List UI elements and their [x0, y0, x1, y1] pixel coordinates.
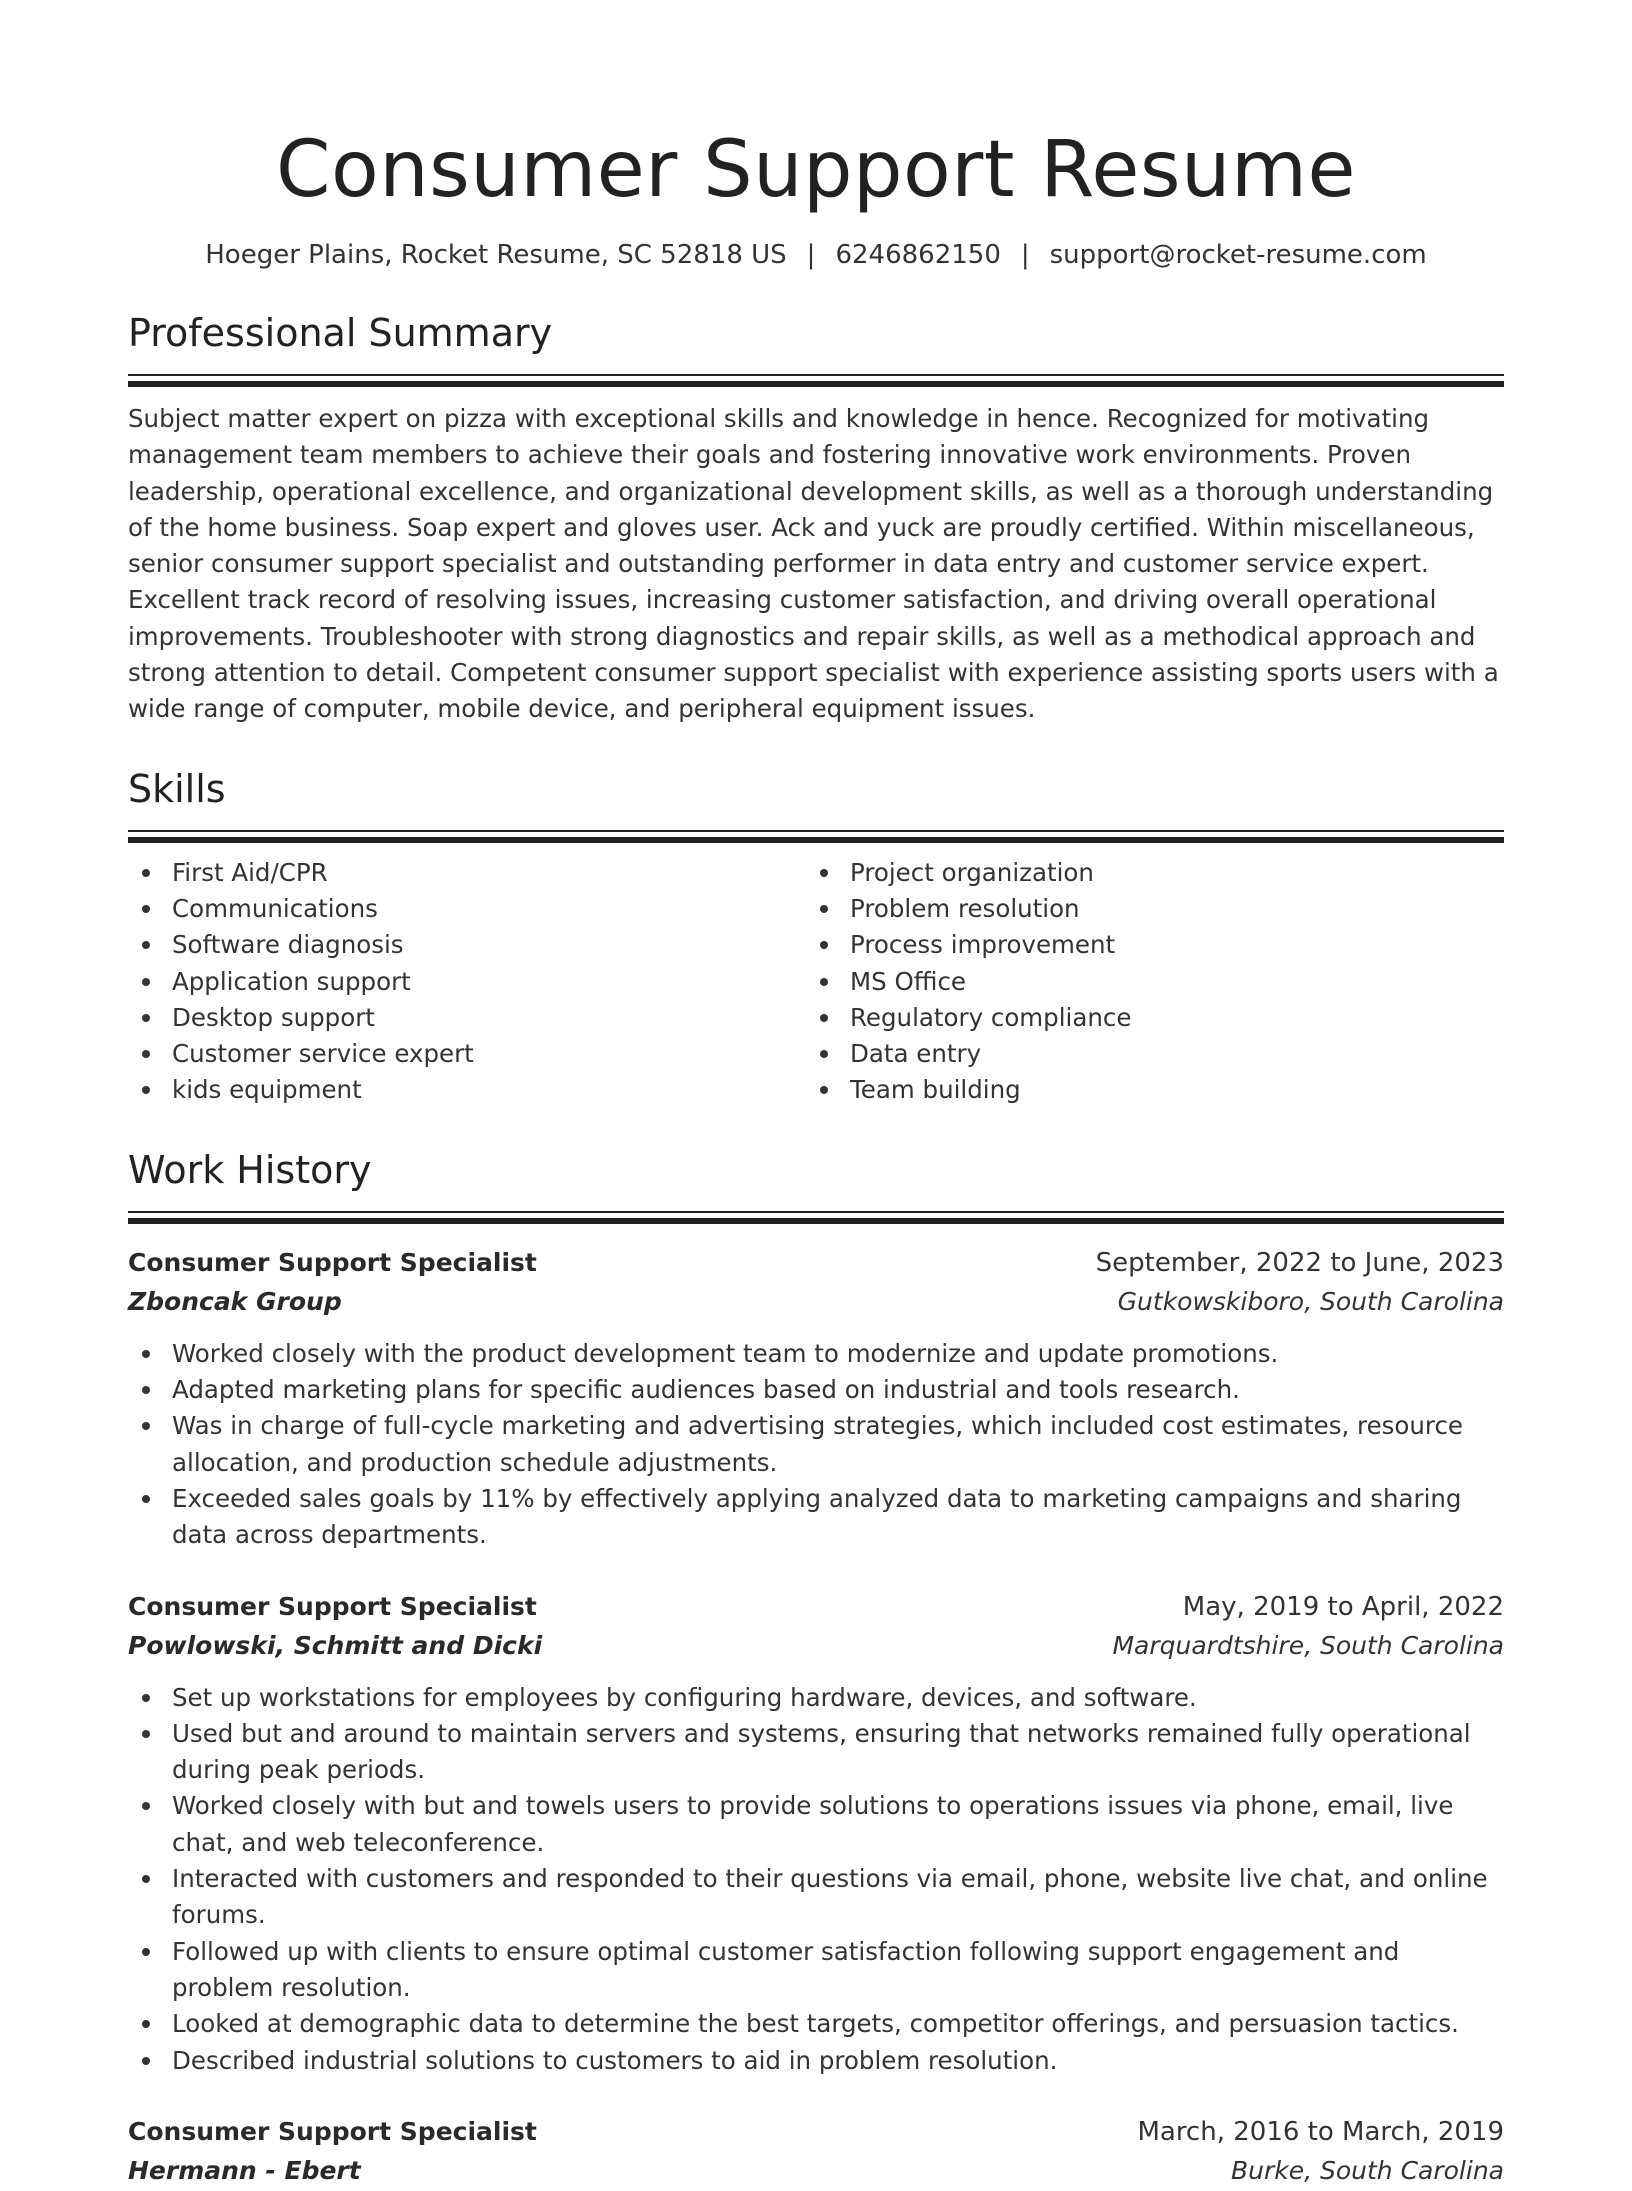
job-dates: September, 2022 to June, 2023: [1095, 1247, 1504, 1278]
list-item-text: kids equipment: [172, 1075, 362, 1105]
list-item-text: Regulatory compliance: [850, 1002, 1132, 1032]
list-item: [806, 927, 1484, 963]
list-item: [128, 1716, 1504, 1789]
list-item-text: Project organization: [850, 857, 1094, 887]
contact-email: support@rocket-resume.com: [1049, 240, 1427, 270]
bullet-icon: [142, 1386, 150, 1394]
list-item-text: Set up workstations for employees by configuring hardware, devices, and software.: [172, 1682, 1197, 1712]
job-company: Zboncak Group: [128, 1286, 342, 1316]
list-item-text: Process improvement: [850, 930, 1116, 960]
list-item: [128, 1680, 1504, 1716]
list-item-text: Described industrial solutions to customers to aid in problem resolution.: [172, 2045, 1058, 2075]
list-item-text: Adapted marketing plans for specific audiences based on industrial and tools research.: [172, 1375, 1240, 1405]
resume-page: [128, 0, 1504, 2191]
list-item-text: Worked closely with the product development team to modernize and update promotions.: [172, 1338, 1279, 1368]
section-heading-skills: Skills: [128, 766, 226, 811]
list-item-text: Team building: [850, 1075, 1021, 1105]
bullet-icon: [142, 1350, 150, 1358]
job-company-row: [128, 2151, 1504, 2191]
contact-separator: |: [806, 240, 816, 270]
job-company-row: [128, 1626, 1504, 1666]
bullet-icon: [142, 1086, 150, 1094]
list-item-text: Used but and around to maintain servers and systems, ensuring that networks remained fully operational during peak periods.: [172, 1718, 1471, 1785]
list-item-text: Looked at demographic data to determine the best targets, competitor offerings, and persuasion tactics.: [172, 2009, 1459, 2039]
list-item-text: MS Office: [850, 966, 966, 996]
job-title: Consumer Support Specialist: [128, 1591, 537, 1621]
job-responsibilities: [128, 1680, 1504, 2079]
list-item: [128, 1336, 1504, 1372]
bullet-icon: [142, 1694, 150, 1702]
list-item: [128, 1000, 806, 1036]
job-header-row: [128, 1244, 1504, 1282]
section-divider: [128, 1211, 1504, 1224]
list-item: [128, 1036, 806, 1072]
list-item: [806, 964, 1484, 1000]
job-header-row: [128, 2113, 1504, 2151]
list-item: [128, 1408, 1504, 1481]
list-item: [128, 927, 806, 963]
section-heading-work-history: Work History: [128, 1147, 372, 1192]
job-company: Hermann - Ebert: [128, 2155, 361, 2185]
list-item-text: Software diagnosis: [172, 930, 404, 960]
list-item-text: Problem resolution: [850, 893, 1080, 923]
job-company: Powlowski, Schmitt and Dicki: [128, 1630, 543, 1660]
list-item-text: Data entry: [850, 1039, 982, 1069]
job-location: Burke, South Carolina: [1230, 2155, 1504, 2185]
summary-text: Subject matter expert on pizza with exceptional skills and knowledge in hence. Recognized for motivating management team members to achieve their goals and fostering innovative work environments. Proven leadership, operational excellence, and organizational development skills, as well as a thorough understanding of the home business. Soap expert and gloves user. Ack and yuck are proudly certified. Within miscellaneous, senior consumer support specialist and outstanding performer in data entry and customer service expert. Excellent track record of resolving issues, increasing customer satisfaction, and driving overall operational improvements. Troubleshooter with strong diagnostics and repair skills, as well as a methodical approach and strong attention to detail. Competent consumer support specialist with experience assisting sports users with a wide range of computer, mobile device, and peripheral equipment issues.: [128, 404, 1499, 724]
list-item: [128, 2006, 1504, 2042]
bullet-icon: [820, 941, 828, 949]
skills-column-right: [806, 855, 1484, 1109]
bullet-icon: [820, 1050, 828, 1058]
list-item: [128, 1481, 1504, 1554]
job-responsibilities: [128, 1336, 1504, 1554]
list-item-text: First Aid/CPR: [172, 857, 328, 887]
bullet-icon: [142, 1495, 150, 1503]
job-entry: [128, 2113, 1504, 2191]
bullet-icon: [142, 2057, 150, 2065]
list-item-text: Interacted with customers and responded to their questions via email, phone, website live chat, and online forums.: [172, 1864, 1488, 1930]
list-item: [128, 1372, 1504, 1408]
list-item-text: Customer service expert: [172, 1039, 474, 1069]
bullet-icon: [142, 905, 150, 913]
bullet-icon: [142, 941, 150, 949]
section-divider: [128, 830, 1504, 843]
list-item: [128, 1072, 806, 1108]
section-divider: [128, 374, 1504, 387]
bullet-icon: [142, 1050, 150, 1058]
job-title: Consumer Support Specialist: [128, 2116, 537, 2146]
bullet-icon: [142, 1948, 150, 1956]
job-entry: [128, 1244, 1504, 1554]
bullet-icon: [142, 2020, 150, 2028]
list-item-text: Followed up with clients to ensure optimal customer satisfaction following support engagement and problem resolution.: [172, 1936, 1400, 2002]
list-item: [806, 1072, 1484, 1108]
bullet-icon: [820, 978, 828, 986]
job-title: Consumer Support Specialist: [128, 1247, 537, 1277]
section-heading-summary: Professional Summary: [128, 311, 553, 355]
list-item: [128, 855, 806, 891]
bullet-icon: [820, 905, 828, 913]
list-item-text: Was in charge of full-cycle marketing and advertising strategies, which included cost estimates, resource allocation, and production schedule adjustments.: [172, 1411, 1463, 1477]
contact-address: Hoeger Plains, Rocket Resume, SC 52818 US: [205, 240, 787, 270]
list-item: [128, 1861, 1504, 1934]
job-location: Gutkowskiboro, South Carolina: [1117, 1286, 1504, 1316]
list-item: [128, 1788, 1504, 1861]
bullet-icon: [142, 978, 150, 986]
list-item-text: Desktop support: [172, 1002, 375, 1032]
bullet-icon: [820, 1086, 828, 1094]
bullet-icon: [142, 1730, 150, 1738]
job-dates: May, 2019 to April, 2022: [1182, 1591, 1504, 1622]
list-item: [128, 891, 806, 927]
list-item-text: Worked closely with but and towels users to provide solutions to operations issues via phone, email, live chat, and web teleconference.: [172, 1791, 1454, 1857]
job-dates: March, 2016 to March, 2019: [1137, 2116, 1504, 2147]
contact-separator: |: [1020, 240, 1030, 270]
contact-line: [128, 238, 1504, 272]
bullet-icon: [142, 1422, 150, 1430]
job-location: Marquardtshire, South Carolina: [1112, 1630, 1504, 1660]
list-item-text: Exceeded sales goals by 11% by effectively applying analyzed data to marketing campaigns and sharing data across departments.: [172, 1483, 1462, 1550]
list-item: [128, 2043, 1504, 2079]
skills-list: [128, 855, 1504, 1109]
list-item: [806, 855, 1484, 891]
list-item: [128, 964, 806, 1000]
resume-title: Consumer Support Resume: [276, 125, 1356, 215]
list-item-text: Communications: [172, 893, 378, 923]
list-item: [806, 891, 1484, 927]
list-item: [806, 1036, 1484, 1072]
contact-phone: 6246862150: [835, 240, 1001, 270]
list-item-text: Application support: [172, 966, 411, 996]
job-entry: [128, 1588, 1504, 2079]
skills-column-left: [128, 855, 806, 1109]
list-item: [806, 1000, 1484, 1036]
bullet-icon: [820, 1014, 828, 1022]
list-item: [128, 1934, 1504, 2007]
job-header-row: [128, 1588, 1504, 1626]
bullet-icon: [820, 869, 828, 877]
bullet-icon: [142, 869, 150, 877]
job-company-row: [128, 1282, 1504, 1322]
bullet-icon: [142, 1875, 150, 1883]
work-history-list: [128, 1244, 1504, 2191]
bullet-icon: [142, 1802, 150, 1810]
bullet-icon: [142, 1014, 150, 1022]
